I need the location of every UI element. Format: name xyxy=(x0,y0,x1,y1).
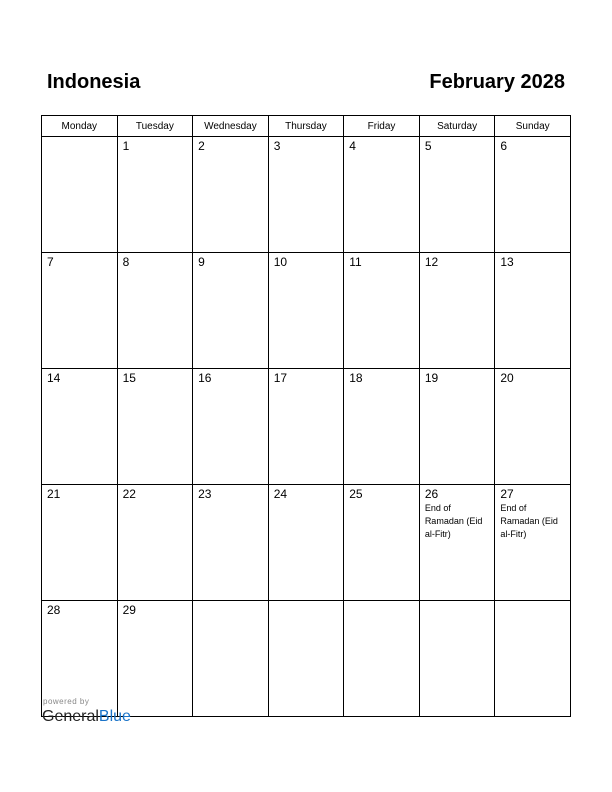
day-cell xyxy=(344,601,420,717)
week-row xyxy=(42,369,571,485)
week-row xyxy=(42,137,571,253)
day-number: 9 xyxy=(198,255,205,269)
country-title: Indonesia xyxy=(47,71,141,93)
day-cell xyxy=(268,485,344,601)
day-cell xyxy=(344,253,420,369)
weekday-header: Sunday xyxy=(495,116,571,137)
logo-text-general: General xyxy=(42,708,99,725)
day-number: 21 xyxy=(47,487,61,501)
day-cell xyxy=(117,253,193,369)
day-cell xyxy=(193,369,269,485)
day-number: 5 xyxy=(424,139,432,153)
day-cell xyxy=(42,369,118,485)
day-cell xyxy=(344,137,420,253)
day-number: 1 xyxy=(122,139,130,153)
day-number: 16 xyxy=(198,371,212,385)
day-number: 15 xyxy=(122,371,136,385)
day-number: 26 xyxy=(424,487,439,501)
day-cell xyxy=(268,253,344,369)
day-number: 24 xyxy=(273,487,288,501)
weekday-header: Wednesday xyxy=(193,116,269,137)
weekday-header: Monday xyxy=(42,116,118,137)
week-row xyxy=(42,601,571,717)
day-number: 4 xyxy=(349,139,356,153)
day-cell xyxy=(419,137,495,253)
day-number: 19 xyxy=(424,371,439,385)
day-cell xyxy=(419,369,495,485)
day-number: 20 xyxy=(500,371,514,385)
powered-by-label: powered by xyxy=(43,697,90,706)
weekday-header: Saturday xyxy=(419,116,495,137)
day-cell xyxy=(268,369,344,485)
day-number: 6 xyxy=(500,139,508,153)
day-cell xyxy=(42,485,118,601)
day-number: 11 xyxy=(349,255,362,269)
logo-text-blue: Blue xyxy=(98,708,131,725)
day-number: 27 xyxy=(500,487,514,501)
day-cell xyxy=(117,485,193,601)
day-cell xyxy=(495,485,571,601)
day-number: 10 xyxy=(273,255,288,269)
day-number: 2 xyxy=(198,139,205,153)
weekday-header: Thursday xyxy=(268,116,344,137)
day-number: 14 xyxy=(47,371,61,385)
month-title: February 2028 xyxy=(429,71,565,93)
weekday-header: Tuesday xyxy=(117,116,193,137)
day-number: 18 xyxy=(349,371,363,385)
day-number: 17 xyxy=(273,371,288,385)
day-cell xyxy=(495,137,571,253)
day-number: 25 xyxy=(349,487,363,501)
day-cell xyxy=(495,601,571,717)
day-cell xyxy=(495,253,571,369)
generalblue-logo[interactable] xyxy=(42,708,131,726)
day-number: 22 xyxy=(122,487,136,501)
day-number: 28 xyxy=(47,603,61,617)
day-number: 7 xyxy=(47,255,54,269)
weekday-header-row xyxy=(42,116,571,137)
day-cell xyxy=(193,137,269,253)
day-cell xyxy=(268,601,344,717)
day-cell xyxy=(117,137,193,253)
week-row xyxy=(42,485,571,601)
day-cell xyxy=(344,485,420,601)
day-cell xyxy=(193,485,269,601)
day-cell xyxy=(193,601,269,717)
day-cell xyxy=(419,485,495,601)
day-cell xyxy=(268,137,344,253)
day-number: 3 xyxy=(273,139,281,153)
calendar-grid xyxy=(41,115,571,717)
weekday-header: Friday xyxy=(344,116,420,137)
week-row xyxy=(42,253,571,369)
day-event: End of Ramadan (Eid al-Fitr) xyxy=(500,503,558,539)
day-cell xyxy=(193,253,269,369)
day-cell xyxy=(42,253,118,369)
day-number: 23 xyxy=(198,487,212,501)
day-cell xyxy=(419,253,495,369)
day-event: End of Ramadan (Eid al-Fitr) xyxy=(424,503,483,539)
day-cell xyxy=(344,369,420,485)
day-cell xyxy=(42,137,118,253)
day-cell xyxy=(495,369,571,485)
day-cell xyxy=(117,601,193,717)
day-number: 29 xyxy=(122,603,136,617)
day-cell xyxy=(419,601,495,717)
day-number: 8 xyxy=(122,255,130,269)
day-number: 13 xyxy=(500,255,514,269)
day-number: 12 xyxy=(424,255,439,269)
day-cell xyxy=(117,369,193,485)
